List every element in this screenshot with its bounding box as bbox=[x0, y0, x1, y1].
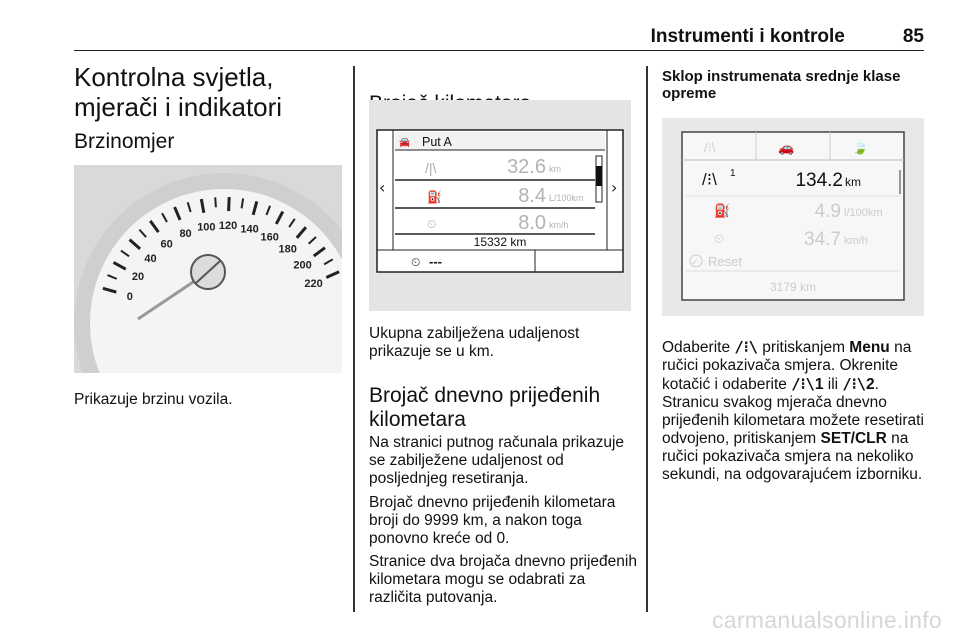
trip-road-icon: /⁝\ bbox=[702, 170, 717, 189]
header-title: Instrumenti i kontrole bbox=[650, 26, 845, 47]
trip-icon-inline: /⁝\ bbox=[842, 375, 867, 393]
speedometer-label: 20 bbox=[131, 270, 145, 283]
speed-gauge-icon-bottom: ⏲ bbox=[411, 255, 421, 269]
row1-unit: km bbox=[549, 164, 561, 174]
trip-odometer-heading: Brojač dnevno prijeđenih kilometara bbox=[369, 384, 601, 431]
speedometer-label: 100 bbox=[197, 221, 216, 234]
fuel-pump-icon: ⛽ bbox=[714, 203, 731, 218]
row3-value: 34.7 bbox=[804, 229, 841, 250]
speedometer-label: 160 bbox=[260, 231, 279, 244]
check-icon: ✓ bbox=[691, 257, 699, 267]
speedometer-caption: Prikazuje brzinu vozila. bbox=[74, 391, 233, 408]
text-run: Odaberite bbox=[662, 339, 735, 356]
set-clr-keyword: SET/CLR bbox=[820, 430, 887, 447]
trip-road-icon: /|\ bbox=[425, 160, 437, 176]
speedometer-dial bbox=[74, 165, 342, 373]
trip-paragraph-3: Stranice dva brojača dnevno prijeđenih kilometara mogu se odabrati za različita putovanja. bbox=[369, 553, 637, 606]
odometer-total: 15332 km bbox=[473, 235, 527, 249]
speedometer-label: 140 bbox=[240, 223, 259, 236]
display-title: Put A bbox=[422, 135, 452, 149]
row2-unit: L/100km bbox=[549, 193, 584, 203]
odometer-display-image bbox=[369, 100, 631, 311]
trip-paragraph-1: Na stranici putnog računala prikazuje se zabilježene udaljenost od posljednjeg resetiranja. bbox=[369, 434, 625, 487]
chevron-left-icon[interactable]: ‹ bbox=[379, 178, 386, 197]
text-run: pritiskanjem bbox=[757, 339, 850, 356]
trip-paragraph-2: Brojač dnevno prijeđenih kilometara broji do 9999 km, a nakon toga ponovno kreće od 0. bbox=[369, 494, 616, 547]
subheading-speedometer: Brzinomjer bbox=[74, 130, 175, 153]
page-number: 85 bbox=[902, 26, 924, 47]
column-divider-2 bbox=[646, 66, 648, 612]
odometer-total: 3179 km bbox=[769, 280, 817, 294]
chevron-right-icon[interactable]: › bbox=[611, 178, 618, 197]
speedometer-tick bbox=[229, 197, 230, 211]
midlevel-display bbox=[662, 118, 924, 316]
trip-road-tab-icon[interactable]: /⁝\ bbox=[704, 140, 716, 155]
row1-value: 32.6 bbox=[507, 156, 546, 178]
scrollbar-thumb[interactable] bbox=[596, 166, 602, 186]
column-divider-1 bbox=[353, 66, 355, 612]
text-run: na ručici pokazivača smjera. Okrenite kotačić i odaberite bbox=[662, 339, 912, 393]
speedometer-label: 200 bbox=[293, 259, 312, 272]
speedometer-label: 220 bbox=[304, 278, 323, 291]
speedometer-image bbox=[74, 165, 342, 373]
midlevel-paragraph bbox=[662, 338, 928, 484]
option-2: 2 bbox=[866, 376, 875, 393]
text-run: na ručici pokazivača smjera na nekoliko sekundi, na odgovarajućem izborniku. bbox=[662, 430, 923, 483]
row2-unit: l/100km bbox=[844, 207, 883, 219]
eco-tab-icon[interactable]: 🍃 bbox=[852, 140, 869, 155]
speedometer-label: 40 bbox=[144, 253, 157, 266]
fuel-pump-icon: ⛽ bbox=[427, 190, 442, 204]
row1-unit: km bbox=[845, 175, 861, 189]
speed-gauge-icon: ⏲ bbox=[427, 217, 437, 231]
speedometer-label: 80 bbox=[179, 227, 192, 240]
odometer-display bbox=[369, 100, 631, 311]
page-header bbox=[74, 26, 924, 51]
row3-value: 8.0 bbox=[518, 212, 546, 234]
car-tab-icon[interactable]: 🚗 bbox=[778, 140, 795, 155]
option-1: 1 bbox=[814, 376, 824, 393]
speedometer-label: 60 bbox=[160, 238, 173, 251]
trip-icon-inline: /⁝\ bbox=[734, 338, 758, 356]
row2-value: 4.9 bbox=[814, 201, 841, 222]
bottom-value: --- bbox=[429, 254, 442, 269]
speedometer-label: 180 bbox=[278, 243, 297, 256]
text-run: . Stranicu svakog mjerača dnevno prijeđenih kilometara možete resetirati odvojeno, pritiskanjem bbox=[662, 376, 924, 447]
row3-unit: km/h bbox=[549, 220, 569, 230]
section-heading: Kontrolna svjetla, mjerači i indikatori bbox=[74, 62, 283, 122]
speedometer-label: 0 bbox=[126, 290, 133, 303]
watermark: carmanualsonline.info bbox=[711, 607, 942, 633]
reset-label[interactable]: Reset bbox=[708, 254, 742, 269]
car-icon: 🚘 bbox=[399, 137, 411, 147]
row3-unit: km/h bbox=[844, 235, 868, 247]
midlevel-heading: Sklop instrumenata srednje klase opreme bbox=[662, 68, 901, 102]
speedometer-tick bbox=[215, 197, 216, 207]
trip-superscript: 1 bbox=[730, 168, 736, 179]
row1-value: 134.2 bbox=[795, 170, 843, 191]
speedometer-label: 120 bbox=[218, 220, 238, 233]
trip-icon-inline: /⁝\ bbox=[791, 375, 815, 393]
speed-gauge-icon: ⏲ bbox=[714, 231, 725, 246]
row2-value: 8.4 bbox=[518, 185, 546, 207]
odometer-paragraph: Ukupna zabilježena udaljenost prikazuje se u km. bbox=[369, 325, 580, 360]
midlevel-display-image bbox=[662, 118, 924, 316]
menu-keyword: Menu bbox=[849, 339, 890, 356]
text-run: ili bbox=[823, 376, 843, 393]
